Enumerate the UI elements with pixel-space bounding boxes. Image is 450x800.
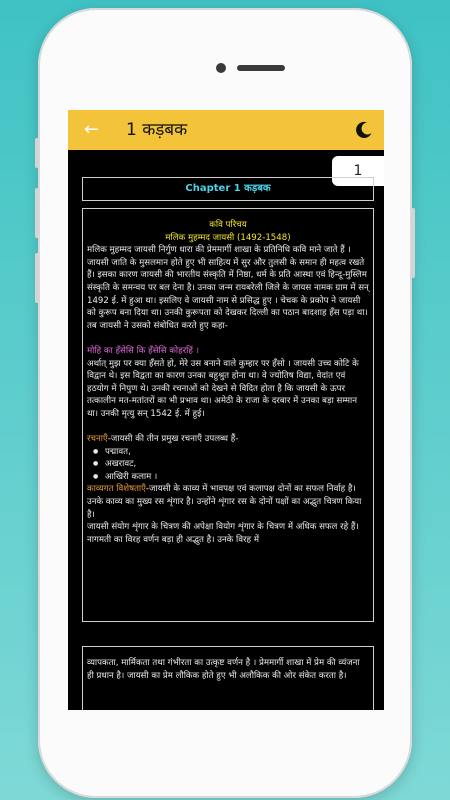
moon-icon[interactable] xyxy=(354,120,374,140)
speaker-grille xyxy=(237,65,285,71)
paragraph: अर्थात् मुझ पर क्या हँसते हो, मेरे उस बनाने वाले कुम्हार पर हँसो । जायसी उच्च कोटि के विद्वान थे। इस विद्वता का कारण उनका बहुश्रुत होना था। वे ज्योतिष विद्या, वेदांत एवं हठयोग में निपुण थे। उनकी रचनाओं को देखने से विदित होता है कि जायसी के ऊपर तत्कालीन मत-मतांतरों का भी प्रभाव था। अमेठी के राजा के दरबार में उनका बड़ा सम्मान था। उनकी मृत्यु सन् 1542 ई. में हुई। xyxy=(87,358,359,419)
spacer xyxy=(87,332,369,345)
content-text xyxy=(87,219,369,546)
next-content-panel[interactable] xyxy=(82,646,374,710)
works-list xyxy=(87,446,369,484)
features-label: काव्यगत विशेषताएँ xyxy=(87,484,146,495)
spacer xyxy=(87,421,369,434)
paragraph: व्यापकता, मार्मिकता तथा गंभीरता का उत्कृष्ट वर्णन है । प्रेममार्गी शाखा में प्रेम की व्यंजना ही प्रधान है। जायसी का प्रेम लौकिक होते हुए भी अलौकिक की ओर संकेत करता है। xyxy=(87,658,360,681)
arrow-left-icon[interactable]: ← xyxy=(84,119,100,140)
list-item: ● पद्मावत, xyxy=(87,446,369,459)
side-button xyxy=(411,208,415,278)
poet-name: मलिक मुहम्मद जायसी (1492-1548) xyxy=(165,232,291,243)
works-label: रचनाएँ xyxy=(87,434,108,445)
page-title: 1 कड़बक xyxy=(126,120,188,140)
works-intro: -जायसी की तीन प्रमुख रचनाएँ उपलब्ध हैं- xyxy=(107,434,239,445)
section-title: कवि परिचय xyxy=(209,220,247,230)
front-camera xyxy=(216,63,226,73)
side-button xyxy=(35,138,39,168)
features-text: -जायसी के काव्य में भावपक्ष एवं कलापक्ष दोनों का सफल निर्वाह है। उनके काव्य का मुख्य रस शृंगार है। उन्होंने शृंगार रस के दोनों पक्षों का अद्भुत चित्रण किया है। xyxy=(87,484,362,520)
works-intro-line xyxy=(87,433,369,446)
chapter-heading: Chapter 1 कड़बक xyxy=(82,177,374,201)
page-number-badge: 1 xyxy=(332,156,384,186)
list-item: ● आखिरी कलाम । xyxy=(87,471,369,484)
side-button xyxy=(35,188,39,238)
quote: मोहि का हँसेसि कि हँसेसि कोहरहिं । xyxy=(87,345,199,356)
content-panel[interactable] xyxy=(82,208,374,622)
features-paragraph xyxy=(87,483,369,521)
list-item: ● अखरावट, xyxy=(87,458,369,471)
side-button xyxy=(35,253,39,303)
app-screen xyxy=(68,110,384,710)
app-bar xyxy=(68,110,384,150)
paragraph: मलिक मुहम्मद जायसी निर्गुण धारा की प्रेममार्गी शाखा के प्रतिनिधि कवि माने जाते हैं । जायसी जाति के मुसलमान होते हुए भी साहित्य में सुर और तुलसी के समान ही महत्व रखते हैं। इसका कारण जायसी की भारतीय संस्कृति में निष्ठा, धर्म के प्रति आस्था एवं हिन्दू-मुस्लिम संस्कृति के समन्वय पर बल देना है। उनका जन्म रायबरेली जिले के जायस नामक ग्राम में सन् 1492 ई. में हुआ था। इसलिए वे जायसी नाम से प्रसिद्ध हुए । चेचक के प्रकोप ने जायसी को कुरूप बना दिया था। उनकी कुरूपता को देखकर दिल्ली का पठान बादशाह हँस पड़ा था। तब जायसी ने उसको संबोधित करते हुए कहा- xyxy=(87,245,369,331)
paragraph: जायसी संयोग शृंगार के चित्रण की अपेक्षा वियोग शृंगार के चित्रण में अधिक सफल रहे हैं। नागमती का विरह वर्णन बड़ा ही अद्भुत है। उनके विरह में xyxy=(87,522,359,545)
